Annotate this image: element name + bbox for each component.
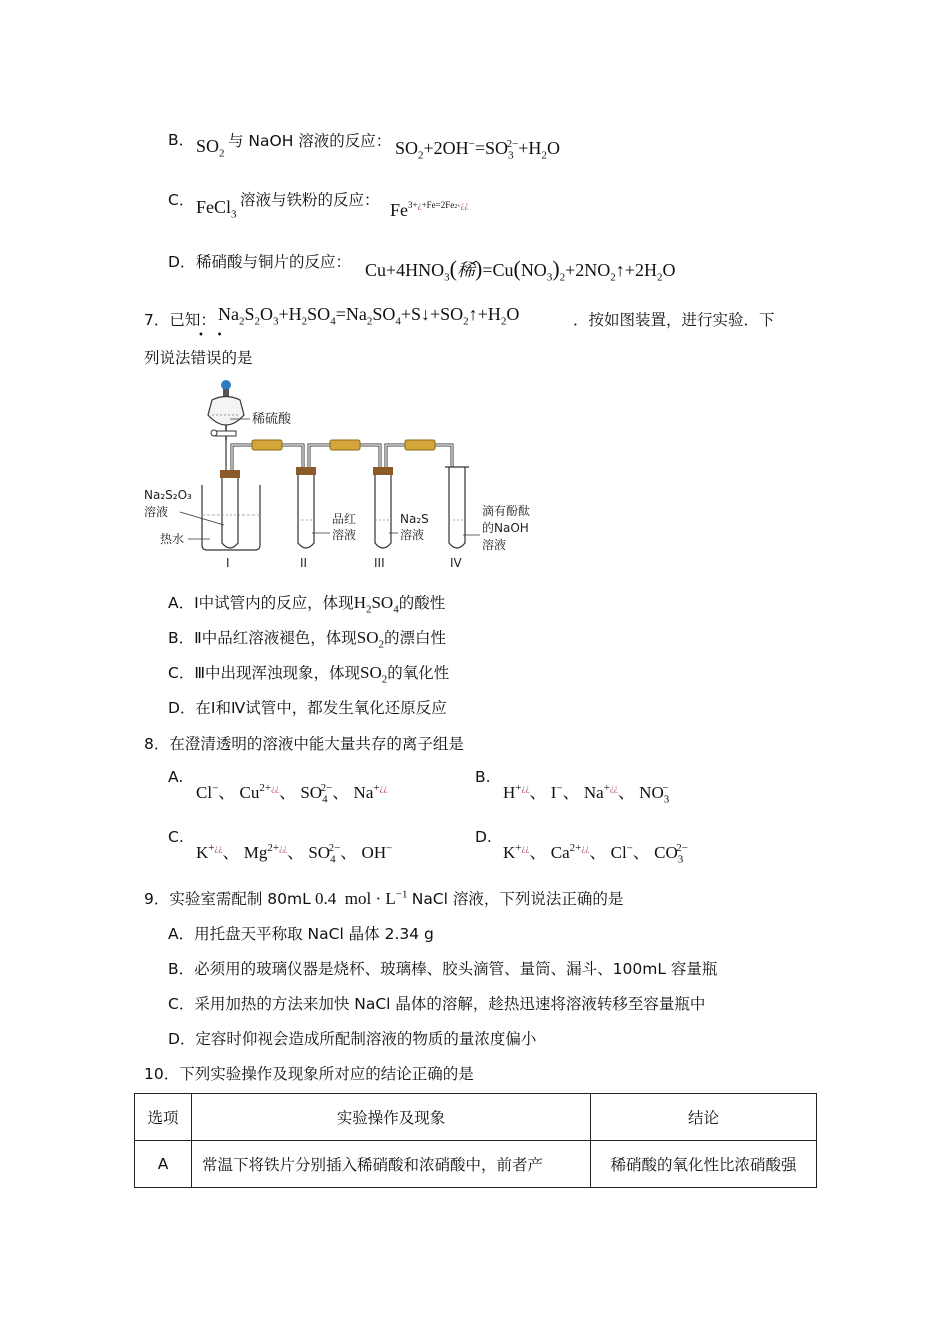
fecl3-formula: FeCl$_3$ [196,197,237,221]
label-phenolphthalein: 滴有酚酞 [482,504,531,518]
q8-stem: 8．在澄清透明的溶液中能大量共存的离子组是 [144,735,464,753]
test-tube-4 [449,467,465,548]
row-a-operation: 常温下将铁片分别插入稀硝酸和浓硝酸中，前者产 [192,1141,591,1188]
label-tube-4: IV [450,556,462,570]
emphasis-dots: • • [198,330,223,341]
q9-stem: 9．实验室需配制 80mL 0.4 mol · $L^{-1}$ NaCl 溶液，下列说法正确的是 [144,888,624,908]
stopper [220,470,240,478]
label-tube-1: I [226,556,230,570]
q6-option-b-label: B． [168,131,195,149]
label-naoh-solution: 溶液 [482,538,507,552]
q7-number: 7．已知： [144,311,216,329]
label-pinhong-solution: 溶液 [332,528,357,542]
q8-option-d-ions: K+¿¿、 $Ca^{2+¿¿}$、 Cl−、 $CO_3^{2-}$ [503,842,688,866]
row-a-conclusion: 稀硝酸的氧化性比浓硝酸强 [591,1141,817,1188]
q9-option-d: D．定容时仰视会造成所配制溶液的物质的量浓度偏小 [168,1030,537,1048]
label-hot-water: 热水 [160,532,185,546]
q9-option-c: C．采用加热的方法来加快 NaCl 晶体的溶解，趁热迅速将溶液转移至容量瓶中 [168,995,706,1013]
q6-option-c-label: C． [168,191,195,209]
q10-stem: 10．下列实验操作及现象所对应的结论正确的是 [144,1065,474,1083]
q7-line2: 列说法错误的是 [144,349,253,367]
table-row [135,1141,817,1188]
label-tube-3: III [374,556,385,570]
row-a-option: A [135,1141,192,1188]
q8-option-a-ions: Cl−、 $Cu^{2+¿¿}$、 $SO_4^{2-}$、 Na+¿¿ [196,782,388,806]
label-na2s: Na₂S [400,512,429,526]
q8-option-a-label: A. [168,768,184,786]
q6-option-d-label: D． [168,253,196,271]
q6-option-c-equation: $Fe^{3+¿+Fe=2Fe2+¿¿}$ [390,200,469,220]
funnel-stopper [221,380,231,390]
q7-option-d: D．在Ⅰ和Ⅳ试管中，都发生氧化还原反应 [168,699,447,717]
table-header-row [135,1094,817,1141]
q7-option-a: A．Ⅰ中试管内的反应，体现$H_2SO_4$的酸性 [168,593,446,616]
separatory-funnel [208,397,244,426]
test-tube-2 [298,475,314,548]
q8-option-b-label: B. [475,768,491,786]
test-tube-3 [375,475,391,548]
rubber-connector [252,440,282,450]
apparatus-figure [140,375,560,575]
label-na2s2o3: Na₂S₂O₃ [144,488,192,502]
label-dilute-sulfuric-acid: 稀硫酸 [252,412,292,427]
label-pinhong: 品红 [332,512,357,526]
header-operation: 实验操作及现象 [192,1094,591,1141]
q9-option-b: B．必须用的玻璃仪器是烧杯、玻璃棒、胶头滴管、量筒、漏斗、100mL 容量瓶 [168,960,718,978]
q6-option-b-equation: $SO_2+2OH^-=SO_3^{2-}+H_2O$ [395,138,560,162]
q9-option-a: A．用托盘天平称取 NaCl 晶体 2.34 g [168,925,434,943]
q8-option-d-label: D. [475,828,492,846]
test-tube-1 [222,478,238,548]
rubber-connector [405,440,435,450]
q6-option-d-text: 稀硝酸与铜片的反应： [196,253,352,271]
label-na2s2o3-solution: 溶液 [144,505,169,519]
so2-formula: $SO_2$ [196,136,225,160]
rubber-connector [330,440,360,450]
q8-option-c-ions: K+¿¿、 $Mg^{2+¿¿}$、 $SO_4^{2-}$、 OH− [196,842,393,866]
q8-option-b-ions: H+¿¿、 I−、 Na+¿¿、 $NO_3^-$ [503,782,670,806]
header-conclusion: 结论 [591,1094,817,1141]
q7-tail: ．按如图装置，进行实验．下 [573,311,775,329]
q6-option-d-equation: $Cu+4HNO_3$(稀)$=Cu(NO_3)_2+2NO_2↑+2H_2O$ [365,256,676,284]
q6-option-b-text: 与 NaOH 溶液的反应： [228,132,392,150]
q7-equation: $Na_2S_2O_3+H_2SO_4=Na_2SO_4+S↓+SO_2↑+H_2O$ [218,304,520,328]
header-option: 选项 [135,1094,192,1141]
label-na2s-solution: 溶液 [400,528,425,542]
q6-option-c-text: 溶液与铁粉的反应： [240,191,380,209]
q10-table [134,1093,817,1188]
q8-option-c-label: C. [168,828,184,846]
q7-option-b: B．Ⅱ中品红溶液褪色，体现$SO_2$的漂白性 [168,628,447,651]
q7-option-c: C．Ⅲ中出现浑浊现象，体现$SO_2$的氧化性 [168,663,450,686]
label-naoh: 的NaOH [482,521,529,535]
label-tube-2: II [300,556,308,570]
